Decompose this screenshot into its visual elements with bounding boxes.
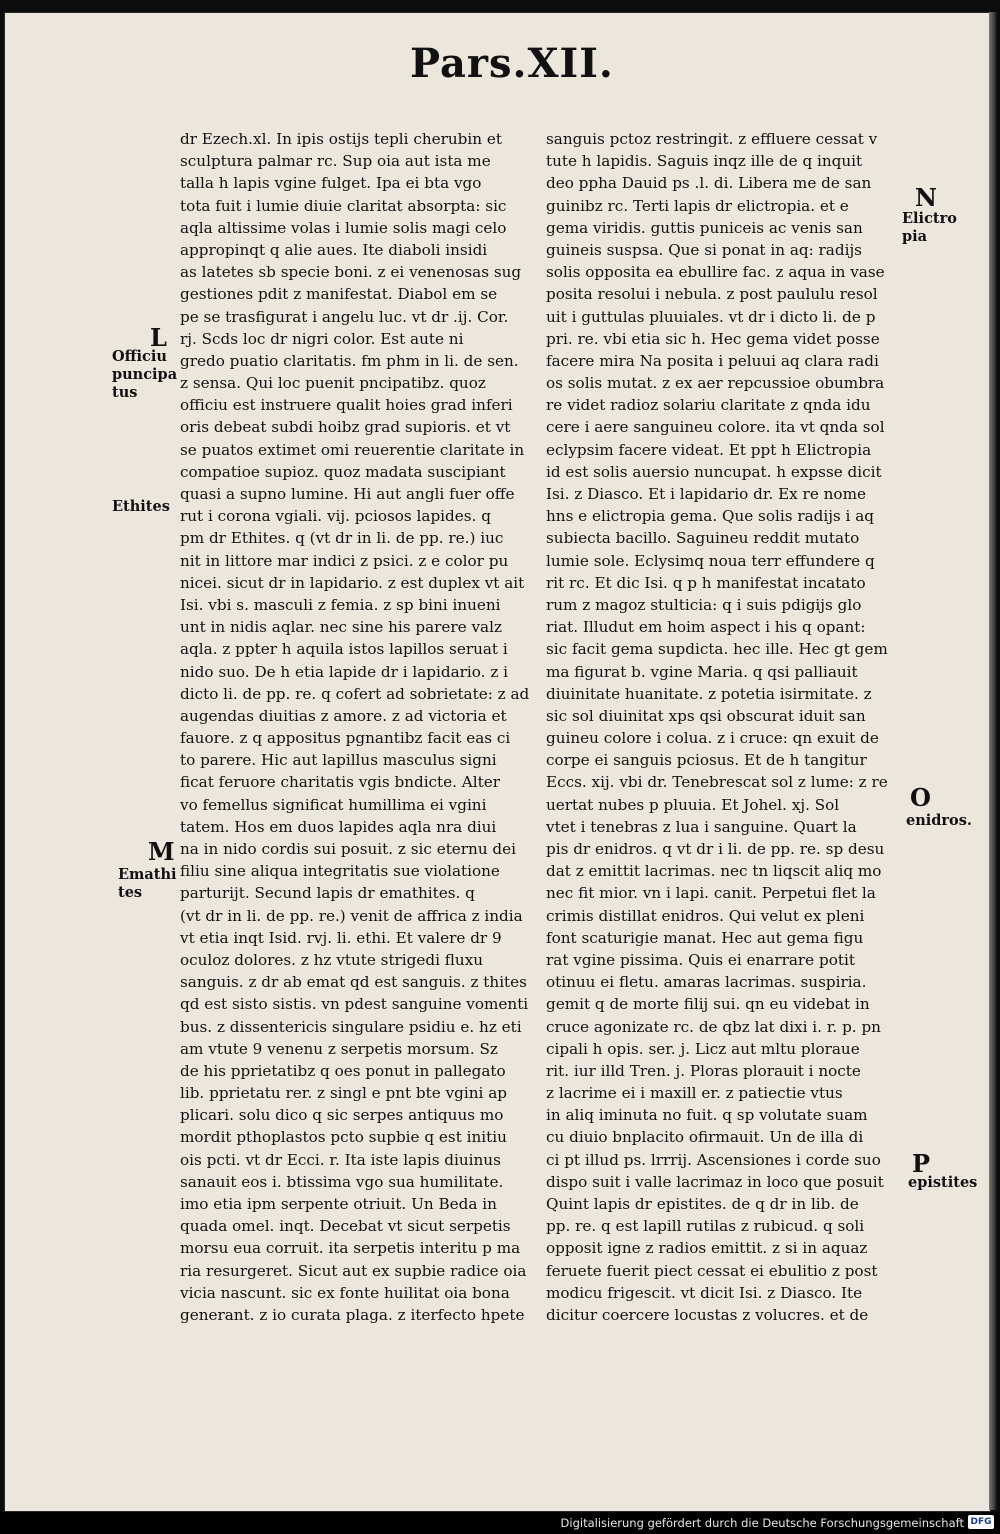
text-line: quada omel. inqt. Decebat vt sicut serpetis bbox=[180, 1217, 511, 1236]
text-line: gemit q de morte filij sui. qn eu videbat in bbox=[546, 995, 870, 1014]
text-line: vicia nascunt. sic ex fonte huilitat oia bona bbox=[180, 1283, 510, 1302]
text-line: tute h lapidis. Saguis inqz ille de q inquit bbox=[546, 152, 863, 171]
text-line: z sensa. Qui loc puenit pncipatibz. quoz bbox=[180, 374, 486, 393]
text-line: tatem. Hos em duos lapides aqla nra diui bbox=[180, 817, 497, 836]
text-line: sanguis. z dr ab emat qd est sanguis. z thites bbox=[180, 973, 527, 992]
text-line: riat. Illudut em hoim aspect i his q opant: bbox=[546, 618, 866, 637]
text-line: nido suo. De h etia lapide dr i lapidario. z i bbox=[180, 662, 508, 681]
text-line: filiu sine aliqua integritatis sue violatione bbox=[180, 862, 500, 881]
footer-credit: Digitalisierung gefördert durch die Deutsche Forschungsgemeinschaft bbox=[560, 1516, 964, 1530]
text-line: unt in nidis aqlar. nec sine his parere valz bbox=[180, 618, 502, 637]
text-line: cruce agonizate rc. de qbz lat dixi i. r. p. pn bbox=[546, 1017, 881, 1036]
text-line: lib. pprietatu rer. z singl e pnt bte vgini ap bbox=[180, 1084, 507, 1103]
text-line: mordit pthoplastos pcto supbie q est initiu bbox=[180, 1128, 507, 1147]
text-line: opposit igne z radios emittit. z si in aquaz bbox=[546, 1239, 868, 1258]
text-line: augendas diuitias z amore. z ad victoria et bbox=[180, 706, 507, 725]
text-line: uertat nubes p pluuia. Et Johel. xj. Sol bbox=[546, 795, 840, 814]
text-line: lumie sole. Eclysimq noua terr effundere q bbox=[546, 551, 875, 570]
text-line: rit. iur illd Tren. j. Ploras plorauit i nocte bbox=[546, 1061, 861, 1080]
text-line: qd est sisto sistis. vn pdest sanguine vomenti bbox=[180, 995, 529, 1014]
margin-initial-p: P bbox=[912, 1149, 931, 1178]
text-line: to parere. Hic aut lapillus masculus signi bbox=[180, 751, 497, 770]
text-line: dat z emittit lacrimas. nec tn liqscit aliq mo bbox=[546, 862, 882, 881]
margin-note-epistites: epistites bbox=[908, 1174, 978, 1191]
text-line: dicitur coercere locustas z volucres. et de bbox=[546, 1305, 869, 1324]
text-line: vo femellus significat humillima ei vgini bbox=[180, 795, 487, 814]
text-line: guineu colore i colua. z i cruce: qn exuit de bbox=[546, 729, 879, 748]
margin-initial-m: M bbox=[148, 837, 175, 866]
margin-note-officiu: Officiu puncipa tus bbox=[112, 348, 178, 401]
text-line: z lacrime ei i maxill er. z patiectie vtus bbox=[546, 1084, 843, 1103]
text-line: pp. re. q est lapill rutilas z rubicud. q soli bbox=[546, 1217, 865, 1236]
text-line: appropinqt q alie aues. Ite diaboli insidi bbox=[180, 240, 488, 259]
text-line: tota fuit i lumie diuie claritat absorpta: sic bbox=[180, 196, 507, 215]
text-line: in aliq iminuta no fuit. q sp volutate suam bbox=[546, 1106, 868, 1125]
text-line: font scaturigie manat. Hec aut gema figu bbox=[546, 928, 864, 947]
text-line: rat vgine pissima. Quis ei enarrare potit bbox=[546, 950, 855, 969]
text-line: fauore. z q appositus pgnantibz facit eas ci bbox=[180, 729, 511, 748]
text-line: nit in littore mar indici z psici. z e color pu bbox=[180, 551, 509, 570]
text-line: generant. z io curata plaga. z iterfecto hpete bbox=[180, 1305, 525, 1324]
text-line: sculptura palmar rc. Sup oia aut ista me bbox=[180, 152, 491, 171]
left-text-column bbox=[180, 128, 542, 1326]
margin-note-emathites: Emathi tes bbox=[118, 866, 177, 901]
text-line: aqla altissime volas i lumie solis magi celo bbox=[180, 218, 507, 237]
text-line: deo ppha Dauid ps .l. di. Libera me de san bbox=[546, 174, 872, 193]
text-line: pe se trasfigurat i angelu luc. vt dr .ij. Cor. bbox=[180, 307, 509, 326]
text-line: morsu eua corruit. ita serpetis interitu p ma bbox=[180, 1239, 521, 1258]
text-line: guineis suspsa. Que si ponat in aq: radijs bbox=[546, 240, 862, 259]
text-line: eclypsim facere videat. Et ppt h Elictropia bbox=[546, 440, 872, 459]
text-line: ci pt illud ps. lrrrij. Ascensiones i corde suo bbox=[546, 1150, 881, 1169]
text-line: posita resolui i nebula. z post paululu resol bbox=[546, 285, 878, 304]
text-line: pri. re. vbi etia sic h. Hec gema videt posse bbox=[546, 329, 880, 348]
text-line: Eccs. xij. vbi dr. Tenebrescat sol z lume: z re bbox=[546, 773, 888, 792]
text-line: (vt dr in li. de pp. re.) venit de affrica z india bbox=[180, 906, 523, 925]
text-line: dispo suit i valle lacrimaz in loco que posuit bbox=[546, 1172, 884, 1191]
text-line: quasi a supno lumine. Hi aut angli fuer offe bbox=[180, 485, 515, 503]
margin-initial-n: N bbox=[915, 183, 937, 212]
text-line: feruete fuerit piect cessat ei ebulitio z post bbox=[546, 1261, 878, 1280]
text-line: vt etia inqt Isid. rvj. li. ethi. Et valere dr 9 bbox=[180, 928, 502, 947]
text-line: solis opposita ea ebullire fac. z aqua in vase bbox=[546, 263, 885, 282]
text-line: nec fit mior. vn i lapi. canit. Perpetui flet la bbox=[546, 884, 876, 903]
text-line: aqla. z ppter h aquila istos lapillos seruat i bbox=[180, 640, 508, 659]
dfg-logo: DFG bbox=[968, 1515, 994, 1529]
margin-initial-l: L bbox=[150, 323, 167, 352]
text-line: rj. Scds loc dr nigri color. Est aute ni bbox=[180, 329, 464, 348]
text-line: otinuu ei fletu. amaras lacrimas. suspiria. bbox=[546, 973, 867, 992]
text-line: Quint lapis dr epistites. de q dr in lib. de bbox=[546, 1195, 859, 1213]
margin-note-elictropia: Elictro pia bbox=[902, 210, 957, 245]
text-line: uit i guttulas pluuiales. vt dr i dicto li. de p bbox=[546, 307, 876, 326]
text-line: dicto li. de pp. re. q cofert ad sobrietate: z ad bbox=[180, 684, 530, 703]
text-line: re videt radioz solariu claritate z qnda idu bbox=[546, 396, 871, 415]
text-line: id est solis auersio nuncupat. h expsse dicit bbox=[546, 462, 882, 481]
text-line: rit rc. Et dic Isi. q p h manifestat incatato bbox=[546, 573, 866, 592]
text-line: hns e elictropia gema. Que solis radijs i aq bbox=[546, 507, 875, 526]
text-line: ficat feruore charitatis vgis bndicte. Alter bbox=[180, 773, 500, 792]
text-line: oculoz dolores. z hz vtute strigedi fluxu bbox=[180, 950, 484, 969]
text-line: pm dr Ethites. q (vt dr in li. de pp. re.) iuc bbox=[180, 529, 504, 548]
text-line: oris debeat subdi hoibz grad supioris. et vt bbox=[180, 418, 511, 437]
text-line: cere i aere sanguineu colore. ita vt qnda sol bbox=[546, 418, 885, 437]
text-line: Isi. z Diasco. Et i lapidario dr. Ex re nome bbox=[546, 485, 866, 503]
text-line: officiu est instruere qualit hoies grad inferi bbox=[180, 396, 513, 415]
text-line: cu diuio bnplacito ofirmauit. Un de illa di bbox=[546, 1128, 864, 1147]
running-header: Pars.XII. bbox=[410, 40, 614, 87]
text-line: crimis distillat enidros. Qui velut ex pleni bbox=[546, 906, 865, 925]
text-line: sic facit gema supdicta. hec ille. Hec gt gem bbox=[546, 640, 888, 659]
text-line: Isi. vbi s. masculi z femia. z sp bini inueni bbox=[180, 595, 501, 614]
margin-note-ethites: Ethites bbox=[112, 498, 170, 515]
text-line: facere mira Na posita i peluui aq clara radi bbox=[546, 351, 879, 370]
text-line: guinibz rc. Terti lapis dr elictropia. et e bbox=[546, 196, 849, 215]
text-line: compatioe supioz. quoz madata suscipiant bbox=[180, 462, 506, 481]
margin-note-enidros: enidros. bbox=[906, 812, 972, 829]
text-line: gestiones pdit z manifestat. Diabol em se bbox=[180, 285, 498, 304]
text-line: imo etia ipm serpente otriuit. Un Beda in bbox=[180, 1195, 497, 1213]
text-line: parturijt. Secund lapis dr emathites. q bbox=[180, 884, 475, 903]
text-line: ois pcti. vt dr Ecci. r. Ita iste lapis diuinus bbox=[180, 1150, 501, 1169]
text-line: bus. z dissentericis singulare psidiu e. hz eti bbox=[180, 1017, 522, 1036]
text-line: nicei. sicut dr in lapidario. z est duplex vt ait bbox=[180, 573, 525, 592]
text-line: as latetes sb specie boni. z ei venenosas sug bbox=[180, 263, 522, 282]
right-text-column bbox=[546, 128, 906, 1326]
text-line: se puatos extimet omi reuerentie claritate in bbox=[180, 440, 525, 459]
text-line: na in nido cordis sui posuit. z sic eternu dei bbox=[180, 840, 517, 858]
text-line: gredo puatio claritatis. fm phm in li. de sen. bbox=[180, 351, 519, 370]
text-line: os solis mutat. z ex aer repcussioe obumbra bbox=[546, 374, 885, 393]
text-line: de his pprietatibz q oes ponut in pallegato bbox=[180, 1061, 506, 1080]
text-line: gema viridis. guttis puniceis ac venis san bbox=[546, 218, 863, 237]
text-line: talla h lapis vgine fulget. Ipa ei bta vgo bbox=[180, 174, 482, 193]
text-line: vtet i tenebras z lua i sanguine. Quart la bbox=[546, 817, 857, 836]
text-line: subiecta bacillo. Saguineu reddit mutato bbox=[546, 529, 860, 548]
text-line: am vtute 9 venenu z serpetis morsum. Sz bbox=[180, 1039, 498, 1058]
page-edge-shadow bbox=[989, 12, 997, 1510]
text-line: corpe ei sanguis pciosus. Et de h tangitur bbox=[546, 751, 867, 770]
text-line: plicari. solu dico q sic serpes antiquus mo bbox=[180, 1106, 504, 1125]
margin-initial-o: O bbox=[910, 783, 931, 812]
text-line: ria resurgeret. Sicut aut ex supbie radice oia bbox=[180, 1261, 527, 1280]
text-line: modicu frigescit. vt dicit Isi. z Diasco. Ite bbox=[546, 1283, 863, 1302]
text-line: ma figurat b. vgine Maria. q qsi palliauit bbox=[546, 662, 858, 681]
footer-bar bbox=[0, 1512, 1000, 1534]
text-line: cipali h opis. ser. j. Licz aut mltu ploraue bbox=[546, 1039, 860, 1058]
text-line: sanauit eos i. btissima vgo sua humilitate. bbox=[180, 1172, 504, 1191]
text-line: pis dr enidros. q vt dr i li. de pp. re. sp desu bbox=[546, 840, 885, 858]
text-line: rum z magoz stulticia: q i suis pdigijs glo bbox=[546, 595, 862, 614]
text-line: sic sol diuinitat xps qsi obscurat iduit san bbox=[546, 706, 866, 725]
text-line: rut i corona vgiali. vij. pciosos lapides. q bbox=[180, 507, 491, 526]
text-line: diuinitate huanitate. z potetia isirmitate. z bbox=[546, 684, 872, 703]
text-line: sanguis pctoz restringit. z effluere cessat v bbox=[546, 130, 878, 148]
text-line: dr Ezech.xl. In ipis ostijs tepli cherubin et bbox=[180, 130, 502, 148]
